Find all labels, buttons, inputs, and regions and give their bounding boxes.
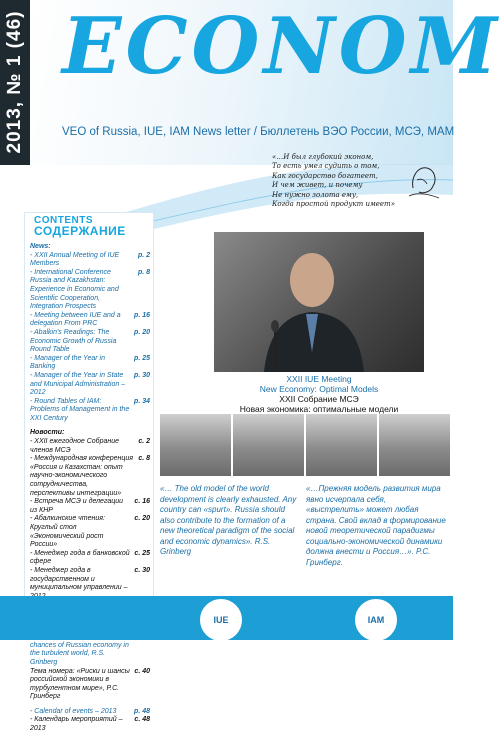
toc-item[interactable]: - Абалкинские чтения: Круглый стол «Экономический рост России» с. 20 (30, 515, 150, 549)
toc-item[interactable]: - Round Tables of IAM: Problems of Management in the XXI Century p. 34 (30, 397, 150, 422)
toc-item[interactable]: - Manager of the Year in Banking p. 25 (30, 354, 150, 371)
meeting-photo (233, 414, 304, 476)
toc-item[interactable]: - International Conference Russia and Kazakhstan: Experience in Economic and Scientific Cooperation, Integration Prospects p. 8 (30, 268, 150, 311)
speaker-photo (214, 232, 424, 372)
quote-english: «… The old model of the world development is clearly exhausted. Any country can «spurt». Russia should also contribute to the formation of a new theoretical paradigm of the social and economic dynamics». R.S. Grinberg (160, 484, 297, 556)
toc-item[interactable]: - Meeting between IUE and a delegation From PRC p. 16 (30, 311, 150, 328)
toc-item[interactable]: - XXII ежегодное Собрание членов МСЭ с. 2 (30, 438, 150, 454)
toc-item[interactable]: - Календарь мероприятий – 2013 с. 48 (30, 716, 150, 733)
meeting-photo (379, 414, 450, 476)
issue-number: 2013, № 1 (46) (4, 10, 25, 154)
toc-item[interactable]: - Abalkin's Readings: The Economic Growth of Russia Round Table p. 20 (30, 328, 150, 354)
toc-item[interactable]: - Manager of the Year in State and Municipal Administration – 2012 p. 30 (30, 371, 150, 397)
magazine-subtitle: VEO of Russia, IUE, IAM News letter / Бюллетень ВЭО России, МСЭ, МАМ (62, 126, 455, 138)
toc-item[interactable]: - Международная конференция «Россия и Казахстан: опыт научно-экономического сотрудничества, перспективы интеграции» с. 8 (30, 455, 150, 497)
toc-item[interactable]: - Calendar of events – 2013 p. 48 (30, 707, 150, 715)
news-label: News: (30, 243, 51, 250)
footer-bar (0, 596, 453, 640)
iue-logo: IUE (200, 599, 242, 641)
quote-russian: «…Прежняя модель развития мира явно исчерпала себя, «выстрелить» может любая страна. Свой вклад в формирование новой теоретической парадигмы социально-экономической динамики должна внести и Россия…». Р.С. Гринберг. (306, 484, 446, 567)
news-list-en (30, 252, 150, 424)
pushkin-sketch-icon (403, 158, 445, 200)
meeting-photo (306, 414, 377, 476)
news-label-ru: Новости: (30, 429, 65, 437)
speaker-silhouette (214, 232, 424, 372)
toc-item[interactable]: - XXII Annual Meeting of IUE Members p. 2 (30, 251, 150, 268)
toc-item[interactable]: - Встреча МСЭ и делегации из КНР с. 16 (30, 498, 150, 514)
meeting-photo (160, 414, 231, 476)
magazine-logo: ECONOM (62, 1, 501, 92)
toc-item[interactable]: Тема номера: «Риски и шансы российской экономики в турбулентном мире», Р.С. Гринберг с. 40 (30, 667, 150, 701)
photo-caption: XXII IUE Meeting New Economy: Optimal Models XXII Собрание МСЭ Новая экономика: оптимальные модели (239, 374, 399, 414)
toc-item[interactable]: - Менеджер года в государственном и муниципальном управлении – с. 30 (30, 566, 150, 592)
contents-heading-en: CONTENTS (34, 215, 93, 226)
toc-item[interactable]: chances of Russian economy in the turbulent world, R.S. Grinberg (30, 641, 129, 666)
contents-list (30, 243, 150, 734)
meeting-photos (160, 414, 450, 476)
toc-item[interactable]: - Менеджер года в банковской сфере с. 25 (30, 549, 150, 566)
pushkin-quote: «…И был глубокий эконом, То есть умел судить о том, Как государство богатеет, И чем живет, и почему Не нужно золота ему, Когда простой продукт имеет» (272, 153, 395, 209)
iam-logo: IAM (355, 599, 397, 641)
contents-heading (34, 215, 126, 238)
contents-heading-ru: СОДЕРЖАНИЕ (34, 224, 126, 238)
